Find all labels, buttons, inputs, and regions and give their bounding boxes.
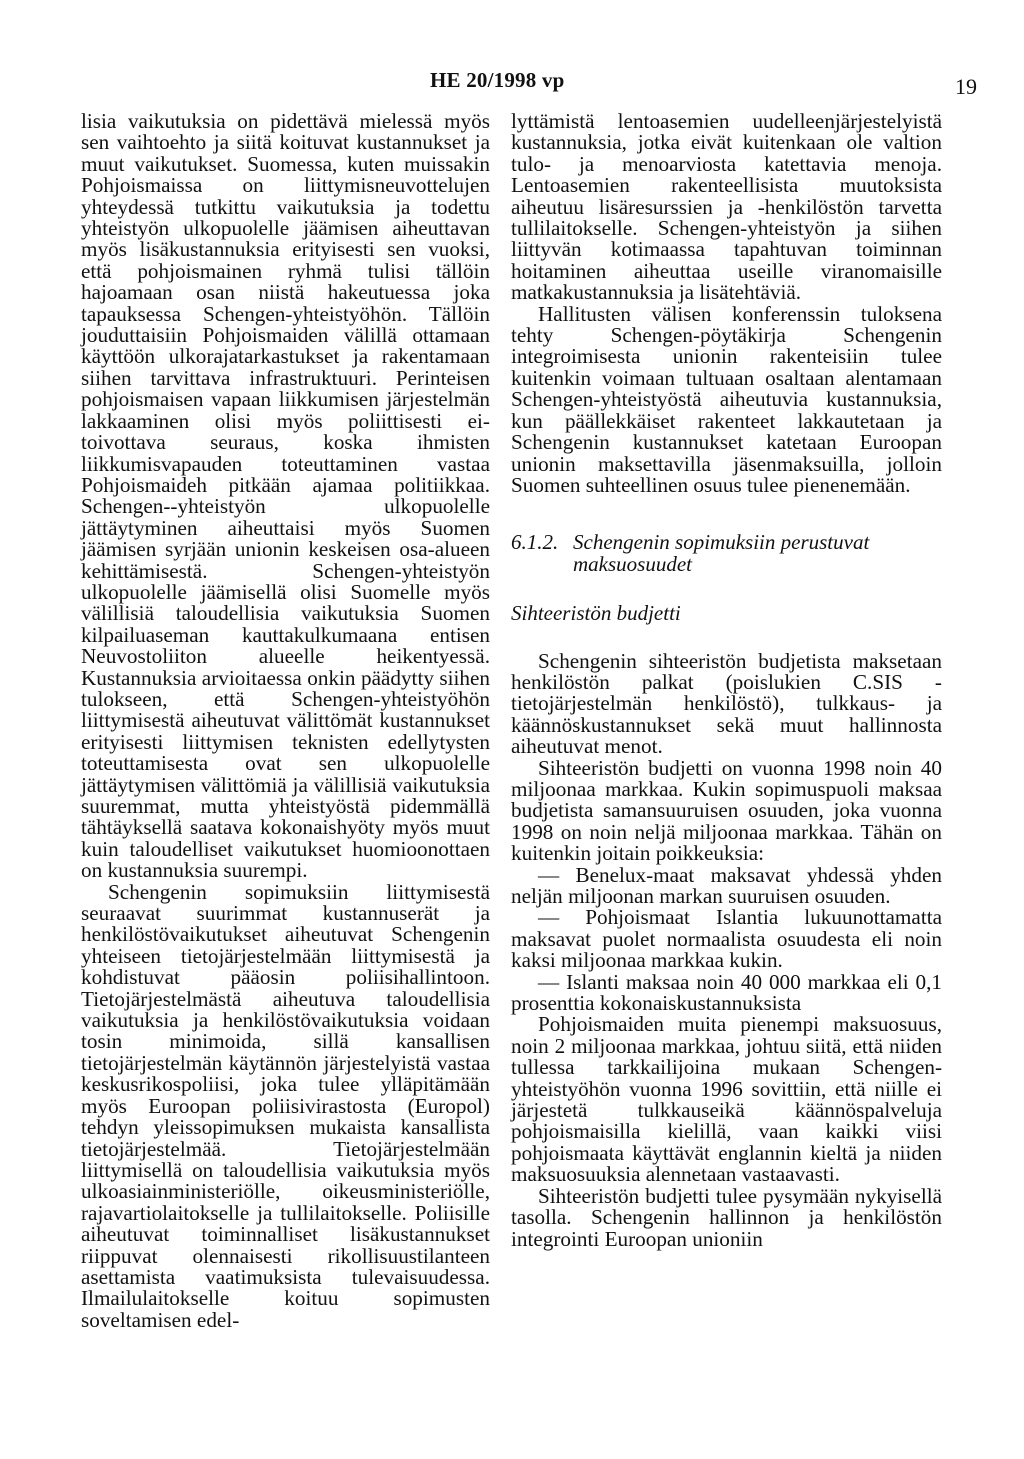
- left-column: [81, 111, 490, 1331]
- list-item: — Pohjoismaat Islantia lukuunottamatta maksavat puolet normaalista osuudesta eli noin kaksi miljoonaa markkaa kukin.: [511, 905, 942, 973]
- paragraph: Schengenin sopimuksiin liittymisestä seuraavat suurimmat kustannuserät ja henkilöstövaikutukset aiheutuvat Schengenin yhteiseen tietojärjestelmään liittymisestä ja kohdistuvat pääosin poliisihallintoon. Tietojärjestelmästä aiheutuva taloudellisia vaikutuksia ja henkilöstövaikutuksia voidaan tosin minimoida, sillä kansallisen tietojärjestelmän käytännön järjestelyistä vastaa keskusrikospoliisi, joka tulee ylläpitämään myös Euroopan poliisivirastosta (Europol) tehdyn yleissopimuksen mukaista kansallista tietojärjestelmää. Tietojärjestelmään liittymisellä on taloudellisia vaikutuksia myös ulkoasiainministeriölle, oikeusministeriölle, rajavartiolaitokselle ja tullilaitokselle. Poliisille aiheutuvat toiminnalliset lisäkustannukset riippuvat olennaisesti rikollisuustilanteen asettamista vaatimuksista tulevaisuudessa. Ilmailulaitokselle koituu sopimusten soveltamisen edel-: [81, 879, 490, 1332]
- subsection-heading: Sihteeristön budjetti: [511, 601, 681, 626]
- list-item: — Benelux-maat maksavat yhdessä yhden neljän miljoonan markan suuruisen osuuden.: [511, 862, 942, 908]
- page-header: [0, 68, 1024, 108]
- paragraph: Sihteeristön budjetti on vuonna 1998 noin 40 miljoonaa markkaa. Kukin sopimuspuoli maksaa budjetista samansuuruisen osuuden, joka vuonna 1998 on noin neljä miljoonaa markkaa. Tähän on kuitenkin joitain poikkeuksia:: [511, 755, 942, 866]
- section-number: 6.1.2.: [511, 530, 559, 555]
- paragraph: Hallitusten välisen konferenssin tuloksena tehty Schengen-pöytäkirja Schengenin integroimisesta unionin rakenteisiin tulee kuitenkin voimaan tultuaan osaltaan alentamaan Schengen-yhteistyöstä aiheutuvia kustannuksia, kun päällekkäiset rakenteet lakkautetaan ja Schengenin kustannukset katetaan Euroopan unionin maksettavilla jäsenmaksuilla, jolloin Suomen suhteellinen osuus tulee pienenemään.: [511, 301, 942, 497]
- document-id: HE 20/1998 vp: [430, 68, 565, 92]
- section-title-line2: maksuosuudet: [573, 551, 692, 576]
- paragraph: lyttämistä lentoasemien uudelleenjärjestelyistä kustannuksia, jotka eivät kuitenkaan ole valtion tulo- ja menoarviosta katettavia menoja. Lentoasemien rakenteellisista muutoksista aiheutuu lisäresurssien ja -henkilöstön tarvetta tullilaitokselle. Schengen-yhteistyön ja siihen liittyvän kotimaassa tapahtuvan toiminnan hoitaminen aiheuttaa useille viranomaisille matkakustannuksia ja lisätehtäviä.: [511, 109, 942, 305]
- list-item: — Islanti maksaa noin 40 000 markkaa eli 0,1 prosenttia kokonaiskustannuksista: [511, 969, 942, 1016]
- paragraph: Schengenin sihteeristön budjetista maksetaan henkilöstön palkat (poislukien C.SIS -tietojärjestelmän henkilöstö), tulkkaus- ja käännöskustannukset sekä muut hallinnosta aiheutuvat menot.: [511, 648, 942, 759]
- paragraph: lisia vaikutuksia on pidettävä mielessä myös sen vaihtoehto ja siitä koituvat kustannukset ja muut vaikutukset. Suomessa, kuten muissakin Pohjoismaissa on liittymisneuvottelujen yhteydessä tutkittu vaikutuksia ja todettu yhteistyön ulkopuolelle jäämisen aiheuttavan myös lisäkustannuksia erityisesti sen vuoksi, että pohjoismainen ryhmä tulisi tällöin hajoamaan osan niistä hakeutuessa joka tapauksessa Schengen-yhteistyöhön. Tällöin jouduttaisiin Pohjoismaiden välillä ottamaan käyttöön ulkorajatarkastukset ja rakentamaan siihen tarvittava infrastruktuuri. Perinteisen pohjoismaisen vapaan liikkumisen järjestelmän lakkaaminen olisi myös poliittisesti ei-toivottava seuraus, koska ihmisten liikkumisvapauden toteuttaminen vastaa Pohjoismaideh pitkään ajamaa politiikkaa. Schengen--yhteistyön ulkopuolelle jättäytyminen aiheuttaisi myös Suomen jäämisen syrjään unionin keskeisen osa-alueen kehittämisestä. Schengen-yhteistyön ulkopuolelle jäämisellä olisi Suomelle myös välillisiä taloudellisia vaikutuksia Suomen kilpailuaseman kauttakulkumaana entisen Neuvostoliiton alueelle heikentyessä. Kustannuksia arvioitaessa onkin päädytty siihen tulokseen, että Schengen-yhteistyöhön liittymisestä aiheutuvat välittömät kustannukset erityisesti liittymisen teknisten edellytysten toteuttamisesta ovat sen ulkopuolelle jättäytymisen välittömiä ja välillisiä vaikutuksia suuremmat, mutta yhteistyöstä pidemmällä tähtäyksellä saatava kokonaishyöty myös muut kuin taloudelliset vaikutukset huomioonottaen on kustannuksia suurempi.: [81, 109, 490, 883]
- right-column: [511, 111, 942, 1250]
- section-heading: [511, 532, 942, 575]
- page-number: 19: [955, 74, 977, 99]
- section-title-line1: Schengenin sopimuksiin perustuvat: [573, 530, 870, 555]
- paragraph: Pohjoismaiden muita pienempi maksuosuus, noin 2 miljoonaa markkaa, johtuu siitä, että niiden tullessa tarkkailijoina mukaan Schengen-yhteistyöhön vuonna 1996 sovittiin, että niille ei järjestetä tulkkauseikä käännöspalveluja pohjoismaisilla kielillä, vaan kaikki viisi pohjoismaata käyttävät englannin kieltä ja niiden maksuosuuksia alennetaan vastaavasti.: [511, 1012, 942, 1187]
- paragraph: Sihteeristön budjetti tulee pysymään nykyisellä tasolla. Schengenin hallinnon ja henkilöstön integrointi Euroopan unioniin: [511, 1183, 942, 1251]
